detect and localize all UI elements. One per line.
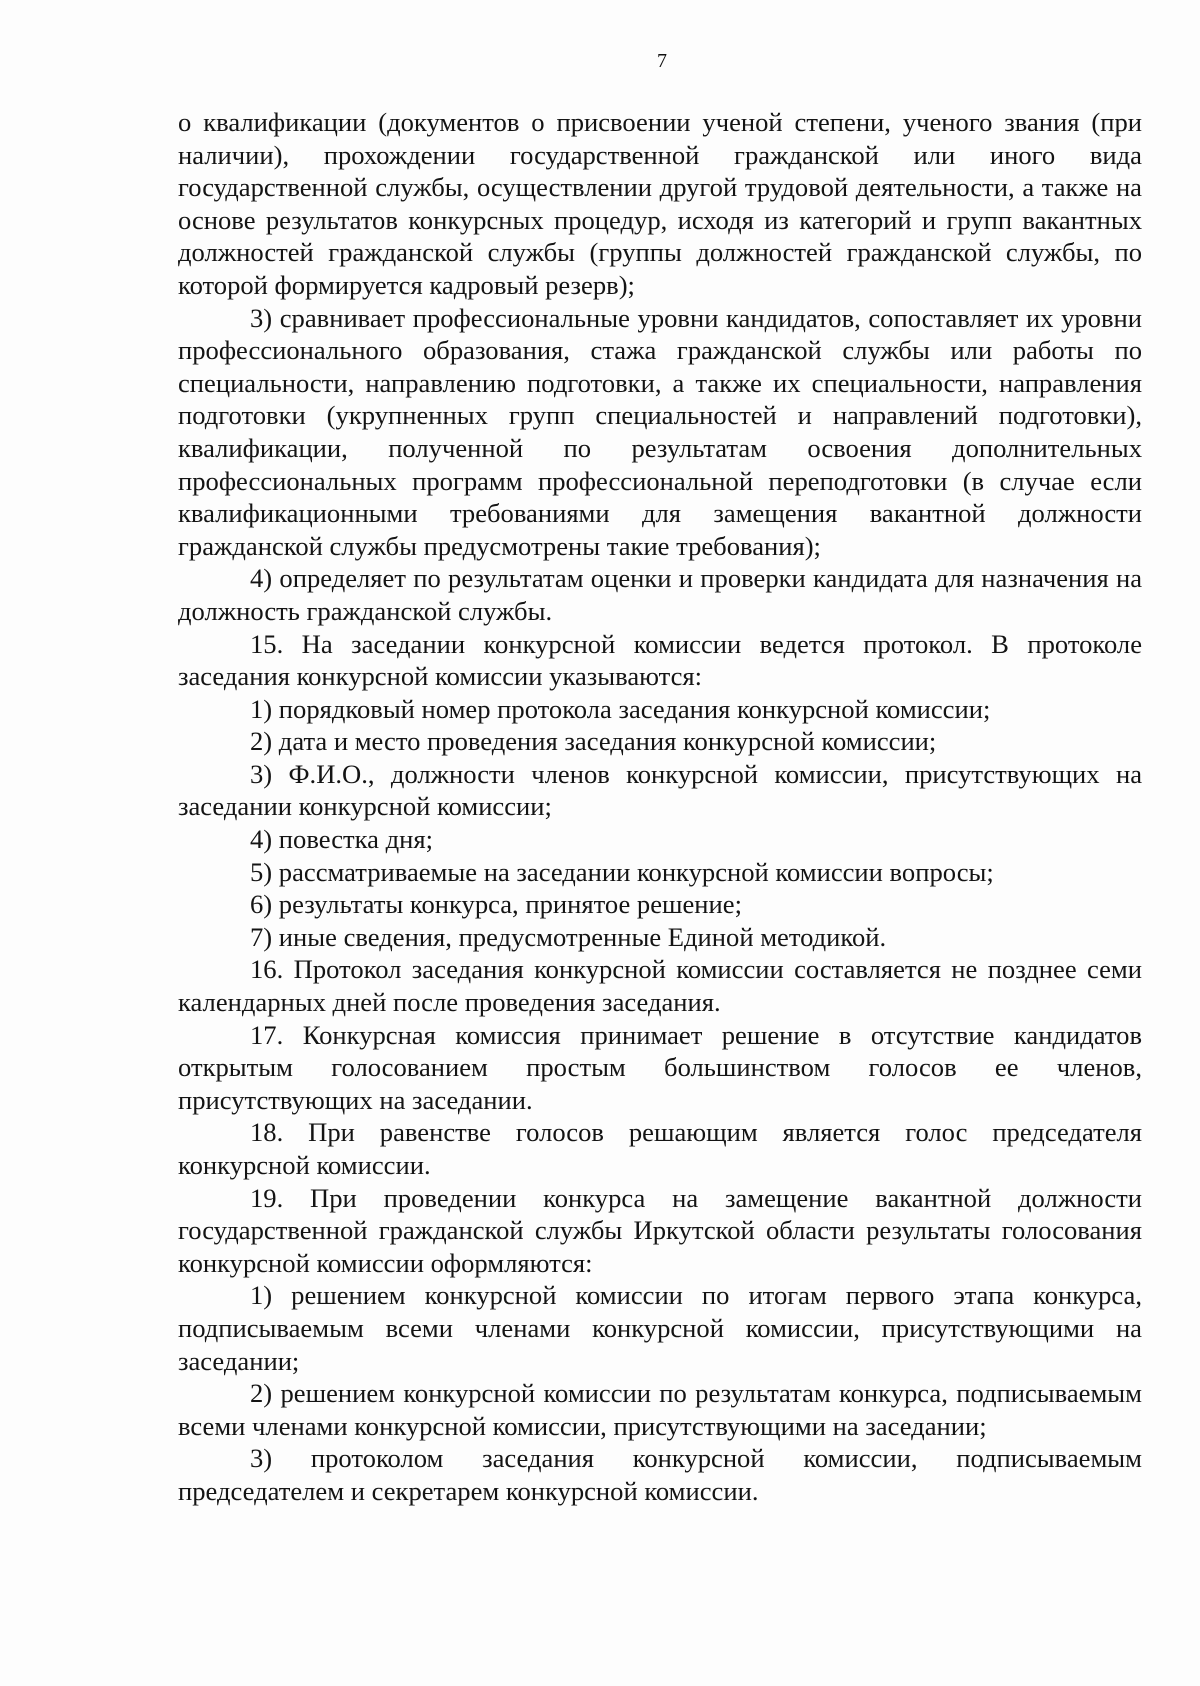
paragraph: 2) дата и место проведения заседания конкурсной комиссии; [250, 726, 937, 757]
paragraph: 7) иные сведения, предусмотренные Единой методикой. [250, 921, 887, 952]
paragraph: 1) порядковый номер протокола заседания конкурсной комиссии; [250, 693, 991, 724]
paragraph: 1) решением конкурсной комиссии по итогам первого этапа конкурса, подписываемым всеми членами конкурсной комиссии, присутствующими на заседании; [178, 1280, 1142, 1376]
paragraph: 2) решением конкурсной комиссии по результатам конкурса, подписываемым всеми членами конкурсной комиссии, присутствующими на заседании; [178, 1378, 1142, 1441]
paragraph: 5) рассматриваемые на заседании конкурсной комиссии вопросы; [250, 856, 994, 887]
paragraph: 17. Конкурсная комиссия принимает решение в отсутствие кандидатов открытым голосованием простым большинством голосов ее членов, присутствующих на заседании. [178, 1019, 1142, 1115]
paragraph: 6) результаты конкурса, принятое решение; [250, 889, 742, 920]
paragraph: 19. При проведении конкурса на замещение вакантной должности государственной гражданской службы Иркутской области результаты голосования конкурсной комиссии оформляются: [178, 1182, 1142, 1278]
paragraph: 4) повестка дня; [250, 824, 433, 855]
paragraph: 18. При равенстве голосов решающим является голос председателя конкурсной комиссии. [178, 1117, 1142, 1180]
paragraph: 15. На заседании конкурсной комиссии ведется протокол. В протоколе заседания конкурсной комиссии указываются: [178, 628, 1142, 692]
paragraph: 16. Протокол заседания конкурсной комиссии составляется не позднее семи календарных дней после проведения заседания. [178, 954, 1142, 1018]
document-body [178, 106, 1142, 1508]
paragraph: 3) протоколом заседания конкурсной комиссии, подписываемым председателем и секретарем конкурсной комиссии. [178, 1443, 1142, 1506]
paragraph: 3) Ф.И.О., должности членов конкурсной комиссии, присутствующих на заседании конкурсной комиссии; [178, 758, 1142, 822]
page-number: 7 [657, 50, 667, 72]
paragraph: о квалификации (документов о присвоении ученой степени, ученого звания (при наличии), прохождении государственной гражданской или иного вида государственной службы, осуществлении другой трудовой деятельности, а также на основе результатов конкурсных процедур, исходя из категорий и групп вакантных должностей гражданской службы (группы должностей гражданской службы, по которой формируется кадровый резерв); [178, 107, 1142, 300]
paragraph: 3) сравнивает профессиональные уровни кандидатов, сопоставляет их уровни профессионального образования, стажа гражданской службы или работы по специальности, направлению подготовки, а также их специальности, направления подготовки (укрупненных групп специальностей и направлений подготовки), квалификации, полученной по результатам освоения дополнительных профессиональных программ профессиональной переподготовки (в случае если квалификационными требованиями для замещения вакантной должности гражданской службы предусмотрены такие требования); [178, 302, 1142, 561]
paragraph: 4) определяет по результатам оценки и проверки кандидата для назначения на должность гражданской службы. [178, 563, 1142, 626]
